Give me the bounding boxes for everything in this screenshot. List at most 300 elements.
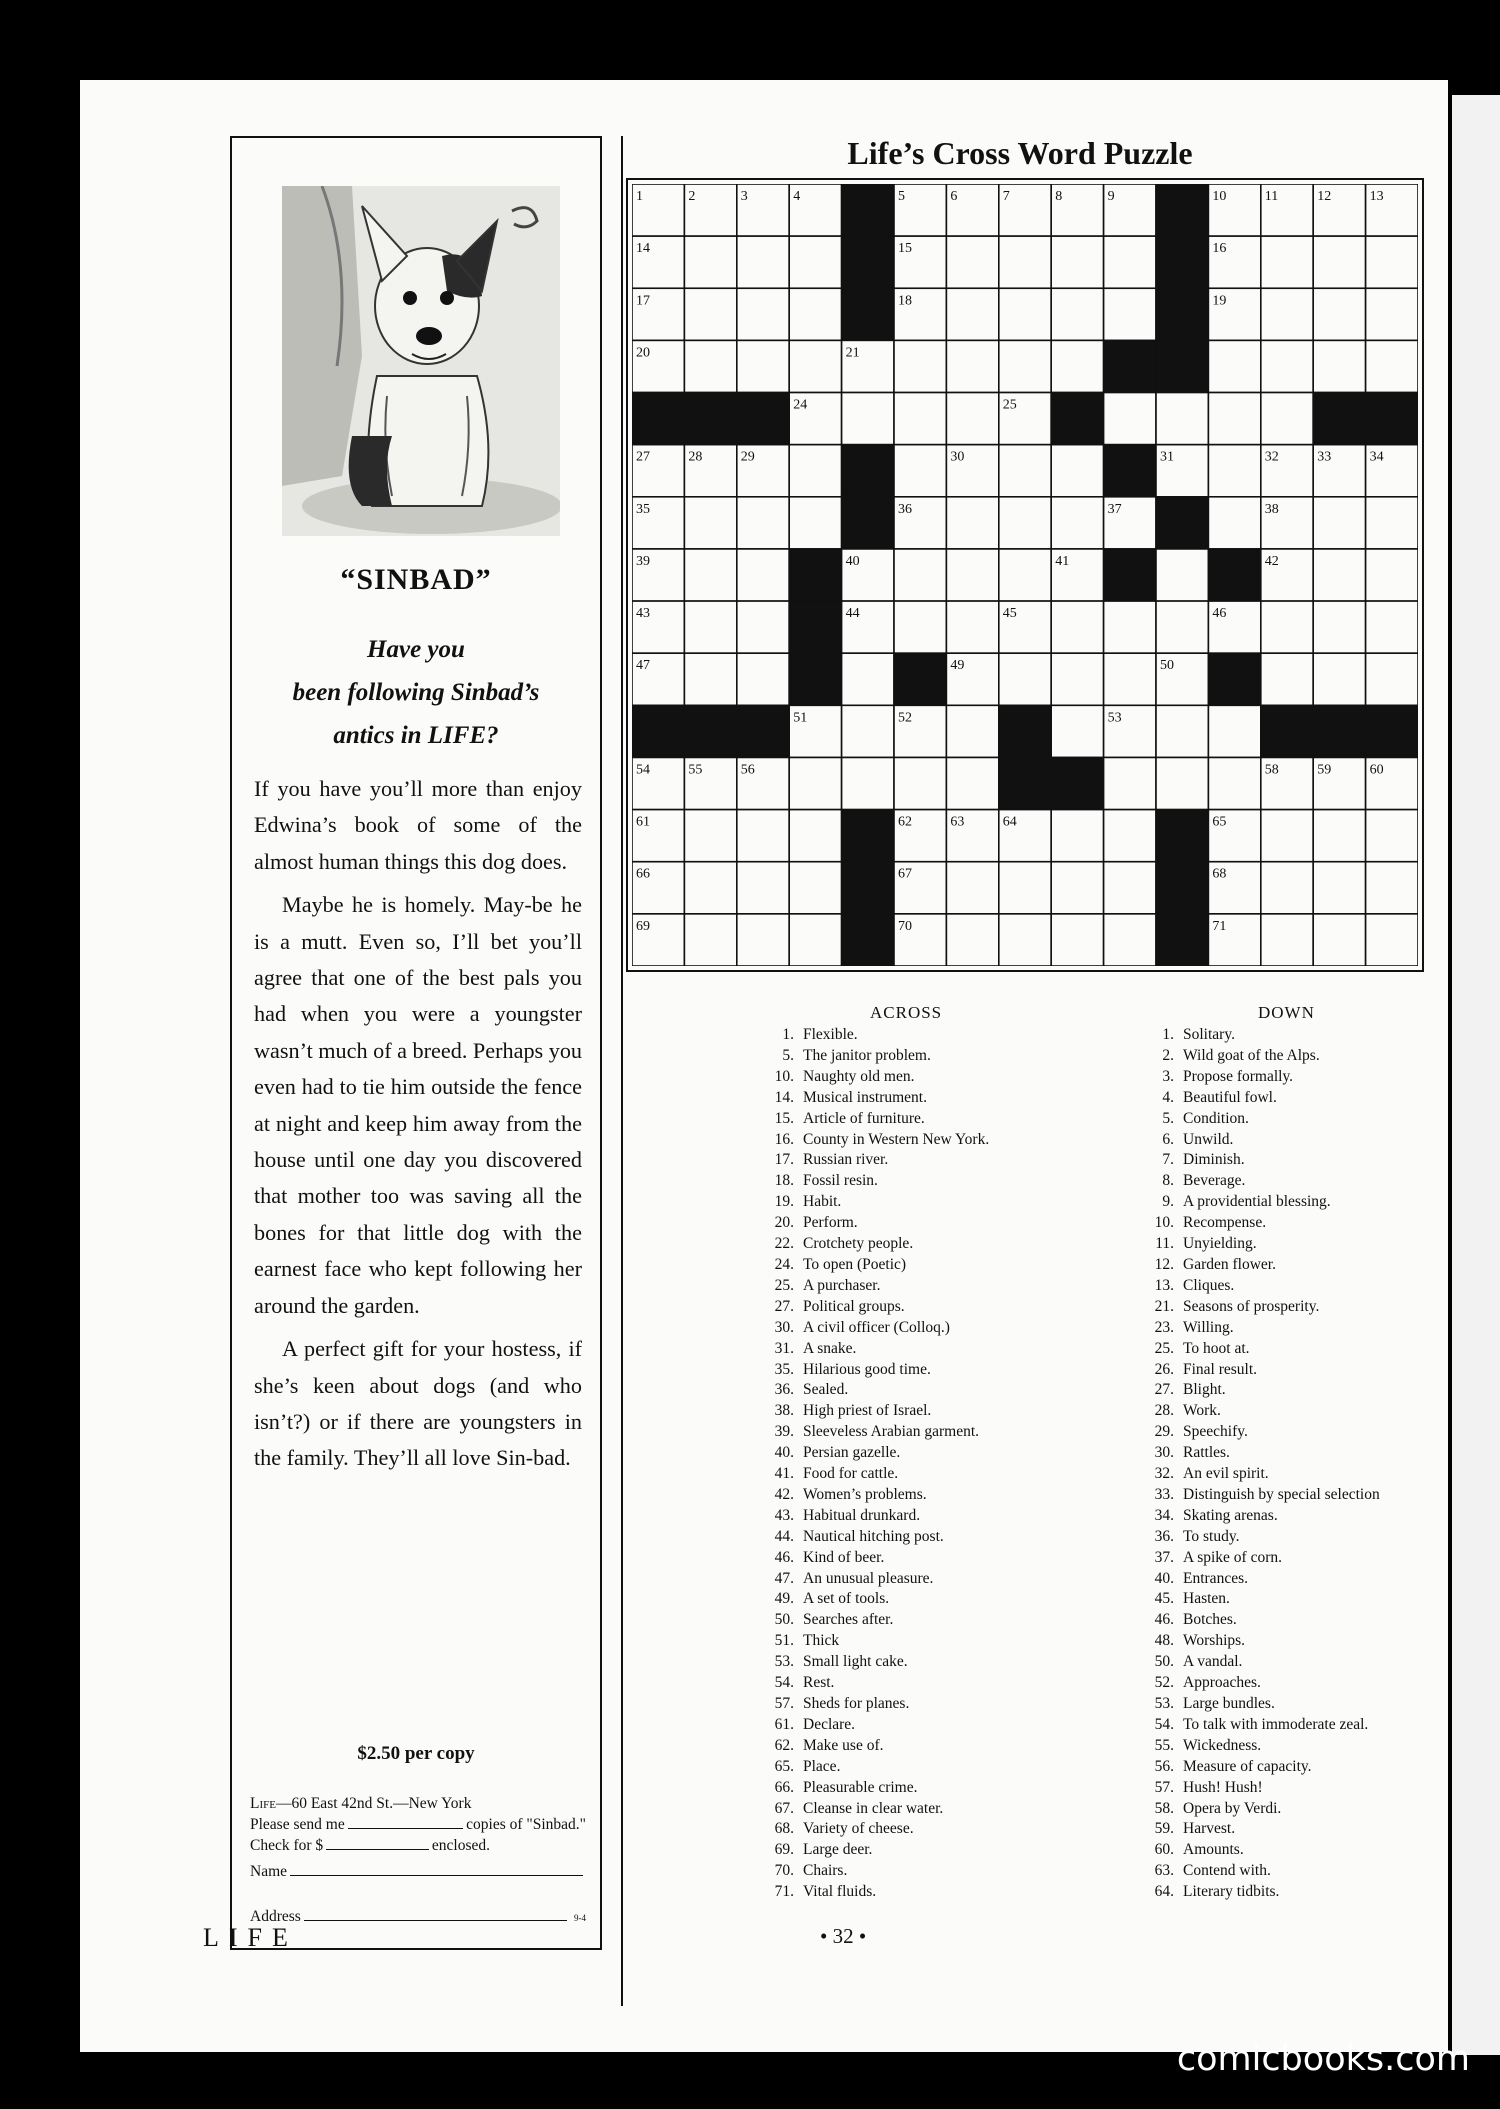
adjacent-page-edge	[1452, 95, 1500, 2055]
black-square	[1156, 862, 1208, 914]
answer-cell[interactable]	[1261, 340, 1313, 392]
answer-cell[interactable]	[1156, 705, 1208, 757]
clue-item	[758, 1213, 1178, 1234]
answer-cell[interactable]	[684, 497, 736, 549]
answer-cell[interactable]	[684, 340, 736, 392]
black-square	[684, 393, 736, 445]
answer-cell[interactable]	[1051, 445, 1103, 497]
answer-cell[interactable]	[1051, 810, 1103, 862]
clue-number: 27.	[774, 1297, 794, 1315]
answer-cell[interactable]	[999, 862, 1051, 914]
answer-cell[interactable]	[999, 236, 1051, 288]
answer-cell[interactable]	[894, 393, 946, 445]
clue-text: Declare.	[803, 1715, 856, 1733]
check-amount-blank[interactable]	[326, 1848, 429, 1850]
answer-cell[interactable]	[1366, 862, 1418, 914]
answer-cell[interactable]	[737, 653, 789, 705]
answer-cell[interactable]	[789, 236, 841, 288]
cell-number: 48	[793, 658, 808, 674]
answer-cell[interactable]	[1051, 601, 1103, 653]
black-square	[1156, 497, 1208, 549]
black-square	[1261, 705, 1313, 757]
answer-cell[interactable]	[999, 914, 1051, 966]
cell-number: 60	[1369, 762, 1384, 778]
cell-number: 52	[898, 710, 912, 726]
clue-item	[758, 1485, 1178, 1506]
answer-cell[interactable]	[1313, 810, 1365, 862]
answer-cell[interactable]	[1366, 288, 1418, 340]
black-square	[1104, 549, 1156, 601]
copies-blank[interactable]	[348, 1827, 463, 1829]
answer-cell[interactable]	[842, 705, 894, 757]
answer-cell[interactable]	[1051, 653, 1103, 705]
answer-cell[interactable]	[1366, 236, 1418, 288]
answer-cell[interactable]	[684, 236, 736, 288]
answer-cell[interactable]	[1313, 653, 1365, 705]
answer-cell[interactable]	[894, 340, 946, 392]
clue-number: 56.	[1154, 1757, 1174, 1775]
ad-subtitle-line: Have you	[367, 636, 465, 663]
clue-item	[758, 1882, 1178, 1903]
clue-text: Entrances.	[1183, 1569, 1248, 1587]
clue-number: 25.	[1154, 1339, 1174, 1357]
answer-cell[interactable]	[1313, 236, 1365, 288]
order-address-field-line	[250, 1908, 586, 1926]
black-square	[737, 393, 789, 445]
answer-cell[interactable]	[946, 705, 998, 757]
clue-item	[1138, 1882, 1478, 1903]
clue-text: A spike of corn.	[1183, 1548, 1283, 1566]
answer-cell[interactable]	[737, 288, 789, 340]
clue-number: 63.	[1154, 1862, 1174, 1880]
answer-cell[interactable]	[1366, 340, 1418, 392]
answer-cell[interactable]	[946, 757, 998, 809]
answer-cell[interactable]	[999, 340, 1051, 392]
name-blank[interactable]	[290, 1874, 583, 1876]
footer-magazine-name: LIFE	[203, 1923, 298, 1952]
clue-item	[758, 1694, 1178, 1715]
clue-text: To open (Poetic)	[803, 1255, 907, 1273]
clue-text: Persian gazelle.	[803, 1444, 901, 1462]
clue-item	[758, 1255, 1178, 1276]
answer-cell[interactable]	[737, 549, 789, 601]
cell-number: 10	[1212, 189, 1227, 204]
clue-text: Skating arenas.	[1183, 1506, 1278, 1524]
ad-price: $2.50 per copy	[357, 1743, 475, 1764]
ad-subtitle-line: antics in LIFE?	[333, 722, 499, 749]
cell-number: 24	[793, 397, 808, 413]
answer-cell[interactable]	[1261, 601, 1313, 653]
cell-number: 37	[1107, 501, 1122, 517]
answer-cell[interactable]	[1366, 914, 1418, 966]
column-divider	[621, 136, 623, 2006]
cell-number: 28	[688, 449, 703, 465]
answer-cell[interactable]	[684, 862, 736, 914]
answer-cell[interactable]	[1051, 236, 1103, 288]
answer-cell[interactable]	[1261, 653, 1313, 705]
clue-number: 66.	[774, 1778, 794, 1796]
clue-text: Seasons of prosperity.	[1183, 1297, 1320, 1315]
answer-cell[interactable]	[894, 445, 946, 497]
clue-number: 65.	[774, 1757, 794, 1775]
cell-number: 39	[636, 553, 650, 569]
clue-number: 51.	[774, 1632, 794, 1650]
answer-cell[interactable]	[1104, 862, 1156, 914]
clue-item	[1138, 1840, 1478, 1861]
answer-cell[interactable]	[1261, 393, 1313, 445]
cell-number: 61	[636, 814, 650, 830]
answer-cell[interactable]	[1104, 810, 1156, 862]
answer-cell[interactable]	[1104, 288, 1156, 340]
clue-item	[758, 1339, 1178, 1360]
clue-text: Large bundles.	[1183, 1695, 1275, 1712]
clue-item	[1138, 1610, 1478, 1631]
clue-text: Vital fluids.	[803, 1883, 877, 1901]
answer-cell[interactable]	[999, 497, 1051, 549]
cell-number: 8	[1055, 189, 1063, 204]
clue-text: A purchaser.	[803, 1276, 881, 1294]
answer-cell[interactable]	[946, 393, 998, 445]
answer-cell[interactable]	[737, 914, 789, 966]
clue-number: 44.	[774, 1527, 794, 1545]
black-square	[789, 601, 841, 653]
black-square	[842, 914, 894, 966]
clue-number: 50.	[774, 1611, 794, 1629]
answer-cell[interactable]	[1261, 288, 1313, 340]
clue-number: 61.	[774, 1715, 794, 1733]
clue-item	[1138, 1088, 1478, 1109]
puzzle-title: Life’s Cross Word Puzzle	[847, 135, 1193, 171]
answer-cell[interactable]	[737, 810, 789, 862]
cell-number: 19	[1212, 293, 1227, 309]
answer-cell[interactable]	[1208, 497, 1260, 549]
answer-cell[interactable]	[737, 601, 789, 653]
cell-number: 29	[740, 449, 755, 465]
answer-cell[interactable]	[1156, 757, 1208, 809]
answer-cell[interactable]	[789, 288, 841, 340]
cell-number: 68	[1212, 866, 1227, 882]
clue-item	[1138, 1694, 1478, 1715]
clue-text: Habit.	[803, 1193, 842, 1211]
answer-cell[interactable]	[789, 340, 841, 392]
answer-cell[interactable]	[1104, 757, 1156, 809]
cell-number: 25	[1002, 397, 1017, 413]
clue-text: Pleasurable crime.	[803, 1778, 918, 1796]
answer-cell[interactable]	[1104, 914, 1156, 966]
answer-cell[interactable]	[737, 497, 789, 549]
clue-number: 26.	[1154, 1360, 1174, 1378]
answer-cell[interactable]	[999, 445, 1051, 497]
clue-item	[758, 1067, 1178, 1088]
ad-paragraph: A perfect gift for your hostess, if she’s keen about dogs (and who isn’t?) or if there are youngsters in the family. They’ll all love Sin-bad.	[254, 1336, 582, 1471]
answer-cell[interactable]	[1208, 393, 1260, 445]
answer-cell[interactable]	[894, 601, 946, 653]
cell-number: 22	[1107, 345, 1122, 361]
cell-number: 67	[898, 866, 912, 882]
footer-page-number: • 32 •	[820, 1924, 867, 1948]
answer-cell[interactable]	[894, 549, 946, 601]
black-square	[632, 393, 684, 445]
address-label: Address	[250, 1908, 301, 1925]
clue-number: 15.	[774, 1109, 794, 1127]
order-address-line	[250, 1793, 586, 1814]
answer-cell[interactable]	[789, 914, 841, 966]
cell-number: 47	[636, 658, 650, 674]
ad-subtitle	[232, 628, 600, 757]
clue-item	[758, 1757, 1178, 1778]
clue-number: 34.	[1154, 1506, 1174, 1524]
black-square	[1104, 445, 1156, 497]
clue-item	[1138, 1025, 1478, 1046]
answer-cell[interactable]	[842, 393, 894, 445]
answer-cell[interactable]	[842, 757, 894, 809]
answer-cell[interactable]	[1104, 601, 1156, 653]
clue-number: 2.	[1162, 1046, 1174, 1064]
answer-cell[interactable]	[1208, 705, 1260, 757]
answer-cell[interactable]	[894, 757, 946, 809]
answer-cell[interactable]	[1104, 236, 1156, 288]
answer-cell[interactable]	[946, 914, 998, 966]
answer-cell[interactable]	[1313, 340, 1365, 392]
clue-item	[758, 1548, 1178, 1569]
clue-number: 17.	[774, 1151, 794, 1169]
order-copies-suffix: copies of "Sinbad."	[466, 1816, 586, 1833]
clue-item	[758, 1569, 1178, 1590]
magazine-page	[80, 80, 1448, 2052]
answer-cell[interactable]	[1313, 862, 1365, 914]
answer-cell[interactable]	[684, 653, 736, 705]
order-form	[250, 1793, 586, 1856]
answer-cell[interactable]	[1156, 393, 1208, 445]
clue-text: Thick	[803, 1632, 840, 1650]
clue-text: Small light cake.	[803, 1653, 908, 1671]
answer-cell[interactable]	[1366, 549, 1418, 601]
clue-number: 54.	[1154, 1715, 1174, 1733]
answer-cell[interactable]	[1208, 445, 1260, 497]
answer-cell[interactable]	[684, 810, 736, 862]
clue-item	[1138, 1171, 1478, 1192]
clue-number: 16.	[774, 1130, 794, 1148]
clue-item	[758, 1046, 1178, 1067]
clue-text: Literary tidbits.	[1183, 1883, 1280, 1901]
answer-cell[interactable]	[1261, 810, 1313, 862]
answer-cell[interactable]	[842, 653, 894, 705]
clue-number: 46.	[1154, 1611, 1174, 1629]
clue-text: Final result.	[1183, 1360, 1258, 1378]
clue-text: The janitor problem.	[803, 1046, 931, 1064]
black-square	[999, 705, 1051, 757]
clue-item	[1138, 1192, 1478, 1213]
answer-cell[interactable]	[1261, 914, 1313, 966]
clue-item	[1138, 1318, 1478, 1339]
answer-cell[interactable]	[946, 288, 998, 340]
clue-item	[1138, 1422, 1478, 1443]
black-square	[1156, 184, 1208, 236]
clue-item	[758, 1715, 1178, 1736]
clue-number: 27.	[1154, 1381, 1174, 1399]
black-square	[1366, 393, 1418, 445]
clue-number: 36.	[1154, 1527, 1174, 1545]
clue-item	[758, 1652, 1178, 1673]
clue-number: 21.	[1154, 1297, 1174, 1315]
clue-number: 13.	[1154, 1276, 1174, 1294]
answer-cell[interactable]	[946, 236, 998, 288]
answer-cell[interactable]	[1313, 288, 1365, 340]
answer-cell[interactable]	[737, 236, 789, 288]
answer-cell[interactable]	[684, 549, 736, 601]
clue-item	[758, 1360, 1178, 1381]
answer-cell[interactable]	[737, 340, 789, 392]
answer-cell[interactable]	[999, 288, 1051, 340]
clue-item	[758, 1025, 1178, 1046]
answer-cell[interactable]	[789, 810, 841, 862]
cell-number: 46	[1212, 606, 1227, 622]
answer-cell[interactable]	[946, 497, 998, 549]
answer-cell[interactable]	[1261, 236, 1313, 288]
answer-cell[interactable]	[1261, 862, 1313, 914]
name-label: Name	[250, 1863, 288, 1880]
clue-number: 43.	[774, 1506, 794, 1524]
cell-number: 63	[950, 814, 965, 830]
answer-cell[interactable]	[684, 601, 736, 653]
order-copies-line	[250, 1814, 586, 1835]
clue-text: A vandal.	[1183, 1653, 1243, 1671]
clue-text: Political groups.	[803, 1297, 905, 1315]
answer-cell[interactable]	[789, 862, 841, 914]
answer-cell[interactable]	[1366, 653, 1418, 705]
answer-cell[interactable]	[789, 757, 841, 809]
clue-text: Recompense.	[1183, 1214, 1267, 1232]
clue-number: 35.	[774, 1360, 794, 1378]
answer-cell[interactable]	[999, 549, 1051, 601]
cell-number: 44	[845, 606, 860, 622]
cell-number: 55	[688, 762, 703, 778]
answer-cell[interactable]	[999, 653, 1051, 705]
cell-number: 17	[636, 293, 650, 309]
cell-number: 6	[950, 189, 958, 204]
clue-number: 49.	[774, 1590, 794, 1608]
ad-body	[254, 771, 582, 1477]
answer-cell[interactable]	[1051, 340, 1103, 392]
answer-cell[interactable]	[1313, 497, 1365, 549]
answer-cell[interactable]	[1366, 810, 1418, 862]
answer-cell[interactable]	[1366, 497, 1418, 549]
clue-item	[1138, 1715, 1478, 1736]
clue-text: Wickedness.	[1183, 1736, 1262, 1754]
cell-number: 33	[1317, 449, 1332, 465]
answer-cell[interactable]	[1208, 757, 1260, 809]
clue-number: 18.	[774, 1172, 794, 1190]
black-square	[1156, 288, 1208, 340]
answer-cell[interactable]	[1051, 705, 1103, 757]
clue-item	[1138, 1652, 1478, 1673]
cell-number: 54	[636, 762, 650, 778]
order-check-line	[250, 1835, 490, 1856]
answer-cell[interactable]	[1156, 601, 1208, 653]
black-square	[842, 288, 894, 340]
clue-text: County in Western New York.	[803, 1130, 990, 1148]
clue-number: 9.	[1162, 1193, 1174, 1211]
answer-cell[interactable]	[1104, 393, 1156, 445]
clue-number: 69.	[774, 1841, 794, 1859]
cell-number: 16	[1212, 241, 1227, 257]
answer-cell[interactable]	[1051, 862, 1103, 914]
answer-cell[interactable]	[1051, 497, 1103, 549]
address-blank[interactable]	[304, 1919, 567, 1921]
clue-text: Hush! Hush!	[1183, 1778, 1263, 1796]
clue-item	[1138, 1861, 1478, 1882]
answer-cell[interactable]	[789, 445, 841, 497]
clue-number: 12.	[1154, 1255, 1174, 1273]
clue-item	[1138, 1527, 1478, 1548]
clue-number: 4.	[1162, 1088, 1174, 1106]
clue-item	[1138, 1631, 1478, 1652]
clue-number: 57.	[774, 1695, 794, 1712]
clue-number: 70.	[774, 1862, 794, 1880]
clue-number: 64.	[1154, 1883, 1174, 1901]
clue-text: Habitual drunkard.	[803, 1506, 921, 1524]
answer-cell[interactable]	[737, 862, 789, 914]
cell-number: 36	[898, 501, 912, 517]
clue-text: Sealed.	[803, 1381, 849, 1399]
ad-paragraph: Maybe he is homely. May-be he is a mutt. Even so, I’ll bet you’ll agree that one of the best pals you had when you were a youngster wasn’t much of a breed. Perhaps you even had to tie him outside the fence at night and keep him away from the house until one day you discovered that mother too was saving all the bones for that little dog with the earnest face who kept following her around the garden.	[254, 892, 583, 1318]
clue-number: 30.	[1154, 1444, 1174, 1462]
answer-cell[interactable]	[789, 497, 841, 549]
cell-number: 15	[898, 241, 912, 257]
clue-text: Wild goat of the Alps.	[1183, 1046, 1320, 1064]
clue-number: 20.	[774, 1214, 794, 1232]
clue-text: Blight.	[1183, 1381, 1226, 1399]
order-copies-prefix: Please send me	[250, 1816, 345, 1833]
cell-number: 69	[636, 918, 650, 934]
black-square	[1156, 236, 1208, 288]
clue-text: Condition.	[1183, 1109, 1249, 1127]
clue-text: Amounts.	[1183, 1841, 1244, 1859]
clue-text: Women’s problems.	[803, 1485, 927, 1503]
clue-number: 33.	[1154, 1485, 1174, 1503]
answer-cell[interactable]	[1313, 549, 1365, 601]
clue-item	[758, 1109, 1178, 1130]
clue-item	[758, 1861, 1178, 1882]
clue-text: Diminish.	[1183, 1151, 1245, 1169]
answer-cell[interactable]	[684, 914, 736, 966]
answer-cell[interactable]	[684, 288, 736, 340]
clue-text: Naughty old men.	[803, 1067, 915, 1085]
clue-item	[758, 1088, 1178, 1109]
clue-number: 6.	[1162, 1130, 1174, 1148]
answer-cell[interactable]	[1313, 601, 1365, 653]
clue-text: Searches after.	[803, 1611, 894, 1629]
clue-text: Beverage.	[1183, 1172, 1246, 1190]
clue-text: A civil officer (Colloq.)	[803, 1318, 950, 1336]
clue-item	[758, 1631, 1178, 1652]
answer-cell[interactable]	[1051, 288, 1103, 340]
cell-number: 3	[740, 189, 748, 204]
answer-cell[interactable]	[1051, 914, 1103, 966]
answer-cell[interactable]	[946, 862, 998, 914]
clue-number: 30.	[774, 1318, 794, 1336]
answer-cell[interactable]	[1104, 653, 1156, 705]
answer-cell[interactable]	[946, 601, 998, 653]
answer-cell[interactable]	[1366, 601, 1418, 653]
answer-cell[interactable]	[1313, 914, 1365, 966]
clue-text: A set of tools.	[803, 1590, 890, 1608]
answer-cell[interactable]	[946, 340, 998, 392]
answer-cell[interactable]	[1208, 340, 1260, 392]
clue-number: 8.	[1162, 1172, 1174, 1190]
answer-cell[interactable]	[1156, 549, 1208, 601]
answer-cell[interactable]	[946, 549, 998, 601]
